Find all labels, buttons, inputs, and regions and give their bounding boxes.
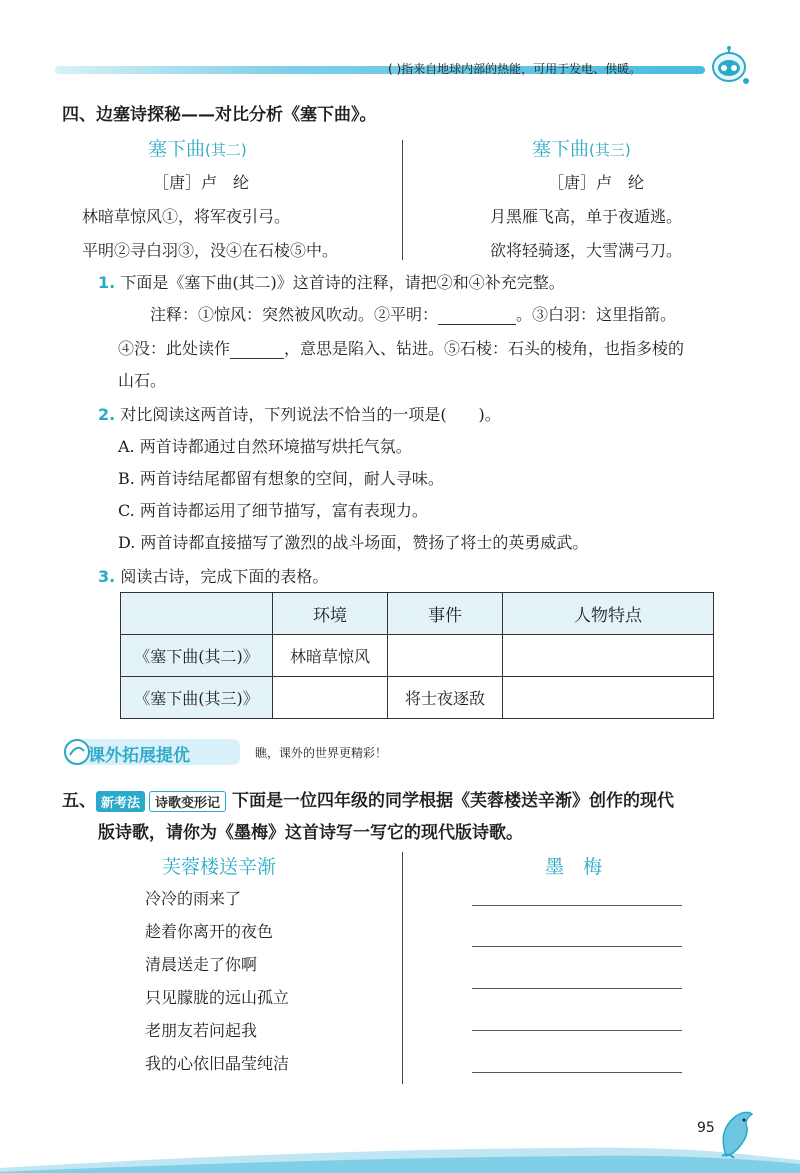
q2-option-a[interactable]: A. 两首诗都通过自然环境描写烘托气氛。 [118, 437, 412, 456]
poem-analysis-table [120, 592, 714, 719]
table-row-title: 《塞下曲(其二)》 [121, 635, 273, 677]
answer-line[interactable] [472, 1030, 682, 1031]
table-cell-blank[interactable] [503, 677, 714, 719]
table-cell-blank[interactable] [503, 635, 714, 677]
table-header-event: 事件 [388, 593, 503, 635]
table-header-corner [121, 593, 273, 635]
answer-line[interactable] [472, 905, 682, 906]
q2-prompt: 2. 对比阅读这两首诗，下列说法不恰当的一项是( )。 [98, 405, 501, 424]
q3-prompt: 3. 阅读古诗，完成下面的表格。 [98, 567, 329, 586]
momei-title: 墨 梅 [545, 856, 603, 878]
table-cell-blank[interactable] [388, 635, 503, 677]
answer-line[interactable] [472, 946, 682, 947]
q1-blank-pingming[interactable] [438, 307, 516, 325]
table-cell: 将士夜逐敌 [388, 677, 503, 719]
modern-poem-line: 冷冷的雨来了 [145, 889, 242, 908]
poem2-line2: 欲将轻骑逐，大雪满弓刀。 [490, 241, 683, 260]
poem-transform-badge: 诗歌变形记 [149, 791, 226, 812]
section5-text2: 版诗歌，请你为《墨梅》这首诗写一写它的现代版诗歌。 [98, 823, 523, 843]
extension-title: 课外拓展提优 [88, 746, 190, 766]
table-row [121, 635, 714, 677]
section5-heading: 五、 新考法 诗歌变形记 下面是一位四年级的同学根据《芙蓉楼送辛渐》创作的现代 [62, 791, 674, 811]
header-note: ( )指来自地球内部的热能，可用于发电、供暖。 [388, 62, 642, 76]
table-row [121, 677, 714, 719]
modern-poem-title: 芙蓉楼送辛渐 [162, 856, 277, 878]
poem2-line1: 月黑雁飞高，单于夜遁逃。 [490, 207, 683, 226]
q2-option-c[interactable]: C. 两首诗都运用了细节描写，富有表现力。 [118, 501, 428, 520]
modern-poem-line: 老朋友若问起我 [145, 1021, 258, 1040]
modern-poem-line: 只见朦胧的远山孤立 [145, 988, 290, 1007]
robot-mascot-icon [706, 45, 752, 87]
new-exam-badge: 新考法 [96, 791, 145, 812]
table-cell-blank[interactable] [273, 677, 388, 719]
answer-line[interactable] [472, 988, 682, 989]
answer-line[interactable] [472, 1072, 682, 1073]
q1-note-line3: 山石。 [118, 371, 167, 390]
page-number: 95 [697, 1120, 715, 1136]
q2-option-b[interactable]: B. 两首诗结尾都留有想象的空间，耐人寻味。 [118, 469, 444, 488]
section5-divider [402, 852, 403, 1084]
q1-note-line2: ④没：此处读作 ，意思是陷入、钻进。⑤石棱：石头的棱角，也指多棱的 [118, 339, 685, 358]
table-header-character: 人物特点 [503, 593, 714, 635]
poem2-title: 塞下曲(其三) [532, 138, 631, 160]
poem-divider [402, 140, 403, 260]
q2-option-d[interactable]: D. 两首诗都直接描写了激烈的战斗场面，赞扬了将士的英勇威武。 [118, 533, 589, 552]
footer-wave [0, 1120, 800, 1173]
q1-note-line1: 注释：①惊风：突然被风吹动。②平明： 。③白羽：这里指箭。 [150, 305, 677, 324]
modern-poem-line: 我的心依旧晶莹纯洁 [145, 1054, 290, 1073]
modern-poem-line: 趁着你离开的夜色 [145, 922, 274, 941]
q1-prompt: 1. 下面是《塞下曲(其二)》这首诗的注释，请把②和④补充完整。 [98, 273, 565, 292]
q1-blank-mo[interactable] [230, 341, 284, 359]
poem1-title: 塞下曲(其二) [148, 138, 247, 160]
table-row-title: 《塞下曲(其三)》 [121, 677, 273, 719]
table-header-environment: 环境 [273, 593, 388, 635]
poem1-line1: 林暗草惊风①，将军夜引弓。 [82, 207, 291, 226]
poem2-author: ［唐］卢 纶 [548, 173, 645, 192]
poem1-author: ［唐］卢 纶 [153, 173, 250, 192]
poem1-line2: 平明②寻白羽③，没④在石棱⑤中。 [82, 241, 339, 260]
section4-title: 四、边塞诗探秘——对比分析《塞下曲》。 [62, 105, 377, 125]
modern-poem-line: 清晨送走了你啊 [145, 955, 258, 974]
extension-note: 瞧，课外的世界更精彩！ [255, 746, 388, 760]
dolphin-icon [716, 1108, 758, 1160]
table-cell: 林暗草惊风 [273, 635, 388, 677]
